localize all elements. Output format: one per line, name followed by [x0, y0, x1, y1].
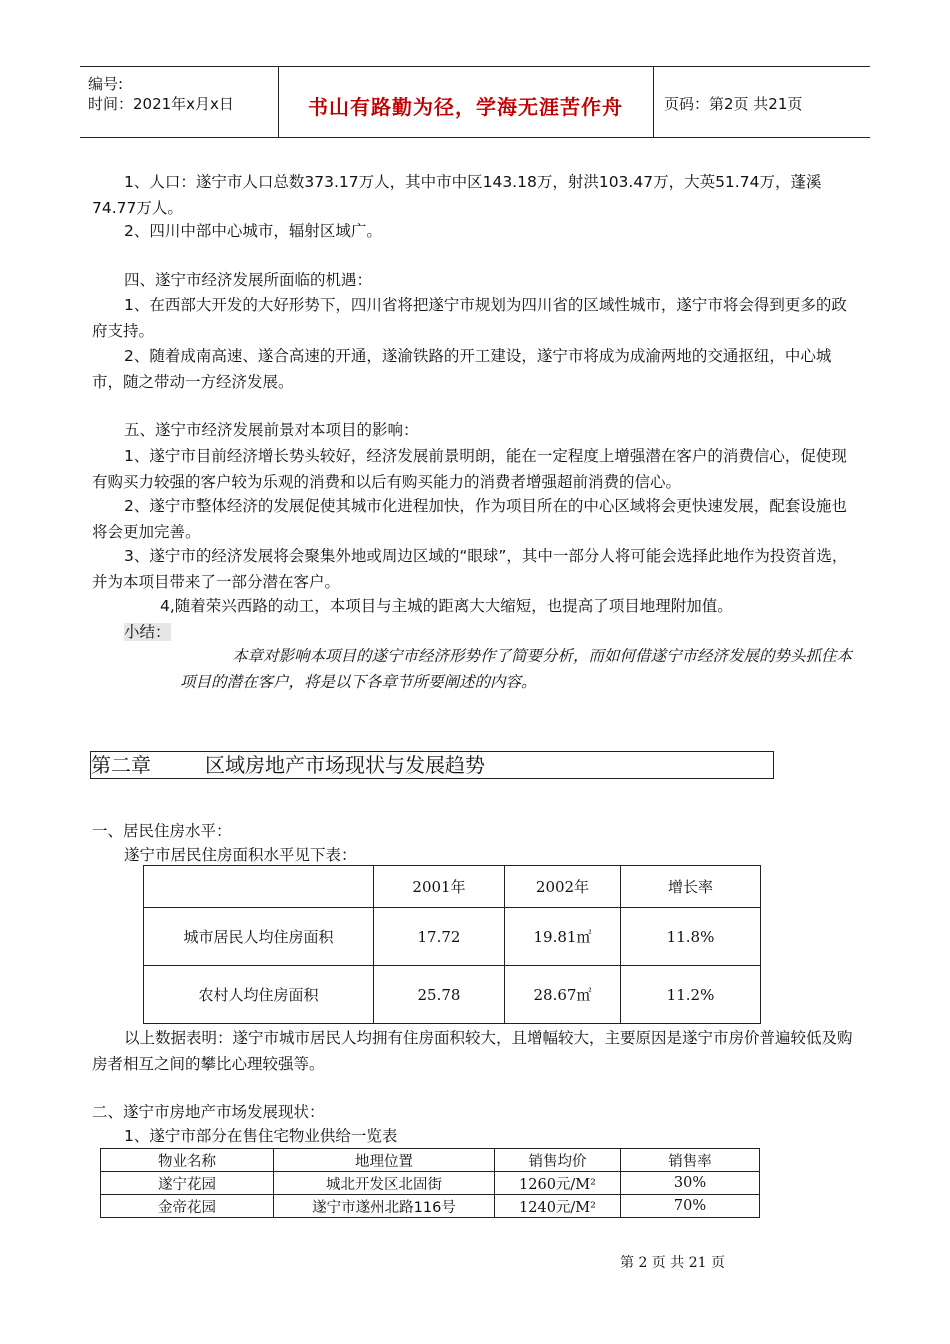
section4-heading: 四、遂宁市经济发展所面临的机遇：: [124, 271, 373, 289]
table-cell: 19.81㎡: [505, 908, 621, 966]
table-row: [101, 1172, 760, 1195]
page-footer: 第 2 页 共 21 页: [620, 1255, 725, 1271]
table-header-cell: [144, 866, 374, 908]
chapter-number: 第二章: [91, 753, 151, 777]
table-cell: 11.2%: [621, 966, 761, 1024]
table-header-cell: 增长率: [621, 866, 761, 908]
population-paragraph: 1、人口：遂宁市人口总数373.17万人，其中市中区143.18万，射洪103.47万，大英51.74万，蓬溪74.77万人。: [92, 173, 822, 217]
table-cell: 金帝花园: [101, 1195, 274, 1218]
table-header-cell: 地理位置: [274, 1149, 495, 1172]
table-header-cell: 销售均价: [495, 1149, 621, 1172]
section5-item: 2、遂宁市整体经济的发展促使其城市化进程加快，作为项目所在的中心区域将会更快速发展，配套设施也将会更加完善。: [92, 497, 847, 541]
section5-heading: 五、遂宁市经济发展前景对本项目的影响：: [124, 421, 419, 439]
table-cell: 遂宁花园: [101, 1172, 274, 1195]
table-cell: 1260元/M²: [495, 1172, 621, 1195]
header-left-cell: [80, 67, 279, 137]
chapter-title: 区域房地产市场现状与发展趋势: [205, 753, 485, 777]
table-cell: 28.67㎡: [505, 966, 621, 1024]
chapter-heading: [90, 751, 774, 779]
table-cell: 30%: [621, 1172, 760, 1195]
time-label: 时间：2021年x月x日: [88, 95, 234, 113]
table-header-cell: 物业名称: [101, 1149, 274, 1172]
market-table: [100, 1148, 760, 1218]
table-cell: 1240元/M²: [495, 1195, 621, 1218]
table-cell: 25.78: [374, 966, 505, 1024]
summary-label: 小结：: [124, 623, 171, 641]
housing-conclusion: 以上数据表明：遂宁市城市居民人均拥有住房面积较大，且增幅较大，主要原因是遂宁市房价普遍较低及购房者相互之间的攀比心理较强等。: [92, 1029, 853, 1073]
housing-table: [143, 865, 761, 1024]
table-header-cell: 销售率: [621, 1149, 760, 1172]
table-cell: 70%: [621, 1195, 760, 1218]
market-heading: 二、遂宁市房地产市场发展现状：: [92, 1103, 325, 1121]
table-header-cell: 2002年: [505, 866, 621, 908]
table-cell: 11.8%: [621, 908, 761, 966]
header-page-info: 页码：第2页 共21页: [664, 95, 803, 113]
header-motto: 书山有路勤为径，学海无涯苦作舟: [308, 95, 623, 119]
table-row: [101, 1195, 760, 1218]
table-row: [144, 908, 761, 966]
table-cell: 城市居民人均住房面积: [144, 908, 374, 966]
header-center-cell: [278, 67, 654, 137]
housing-heading: 一、居民住房水平：: [92, 822, 232, 840]
serial-label: 编号:: [88, 75, 124, 93]
section4-item: 2、随着成南高速、遂合高速的开通，遂渝铁路的开工建设，遂宁市将成为成渝两地的交通抠纽，中心城市，随之带动一方经济发展。: [92, 347, 832, 391]
table-row: [144, 966, 761, 1024]
page-header: [80, 66, 870, 138]
table-header-cell: 2001年: [374, 866, 505, 908]
housing-intro: 遂宁市居民住房面积水平见下表：: [124, 846, 357, 864]
section5-item: 1、遂宁市目前经济增长势头较好，经济发展前景明朗，能在一定程度上增强潜在客户的消费信心，促使现有购买力较强的客户较为乐观的消费和以后有购买能力的消费者增强超前消费的信心。: [92, 447, 847, 491]
section5-item: 4,随着荣兴西路的动工，本项目与主城的距离大大缩短，也提高了项目地理附加值。: [160, 597, 733, 615]
table-cell: 城北开发区北固街: [274, 1172, 495, 1195]
table-header-row: [144, 866, 761, 908]
section4-item: 1、在西部大开发的大好形势下，四川省将把遂宁市规划为四川省的区域性城市，遂宁市将会得到更多的政府支持。: [92, 296, 847, 340]
section5-item: 3、遂宁市的经济发展将会聚集外地或周边区域的“眼球”，其中一部分人将可能会选择此地作为投资首选，并为本项目带来了一部分潜在客户。: [92, 547, 848, 591]
table-cell: 遂宁市遂州北路116号: [274, 1195, 495, 1218]
table-cell: 农村人均住房面积: [144, 966, 374, 1024]
table-header-row: [101, 1149, 760, 1172]
market-subheading: 1、遂宁市部分在售住宅物业供给一览表: [124, 1127, 398, 1145]
city-paragraph: 2、四川中部中心城市，辐射区域广。: [124, 222, 382, 240]
summary-text: 本章对影响本项目的遂宁市经济形势作了简要分析，而如何借遂宁市经济发展的势头抓住本项目的潜在客户，将是以下各章节所要阐述的内容。: [180, 647, 853, 691]
table-cell: 17.72: [374, 908, 505, 966]
